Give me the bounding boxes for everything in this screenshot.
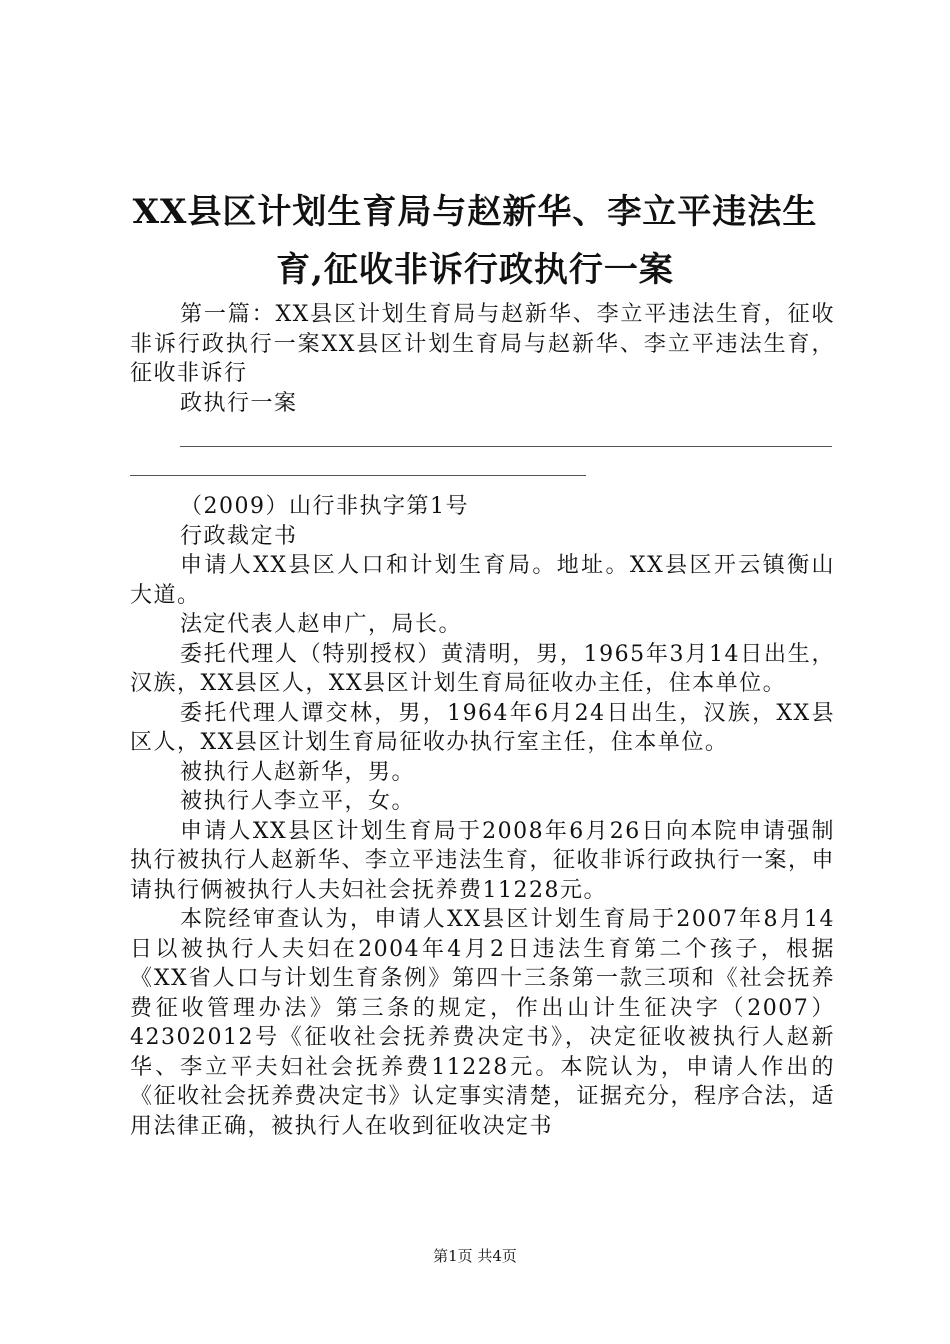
separator-line <box>180 446 832 447</box>
court-review-paragraph: 本院经审查认为，申请人XX县区计划生育局于2007年8月14日以被执行人夫妇在2004年4月2日违法生育第二个孩子，根据《XX省人口与计划生育条例》第四十三条第一款三项和《社会抚养费征收管理办法》第三条的规定，作出山计生征决字（2007）42302012号《征收社会抚养费决定书》，决定征收被执行人赵新华、李立平夫妇社会抚养费11228元。本院认为，申请人作出的《征收社会抚养费决定书》认定事实清楚，证据充分，程序合法，适用法律正确，被执行人在收到征收决定书 <box>130 907 836 1139</box>
agent-paragraph: 委托代理人（特别授权）黄清明，男，1965年3月14日出生，汉族，XX县区人，XX县区计划生育局征收办主任，住本单位。 <box>130 641 835 696</box>
document-type: 行政裁定书 <box>180 523 298 549</box>
case-number: （2009）山行非执字第1号 <box>180 494 469 519</box>
applicant-paragraph: 申请人XX县区人口和计划生育局。地址。XX县区开云镇衡山大道。 <box>130 553 835 608</box>
document-title-line-1: XX县区计划生育局与赵新华、李立平违法生 <box>132 192 818 232</box>
intro-paragraph-continued: 政执行一案 <box>180 390 298 416</box>
page-footer: 第1页 共4页 <box>433 1247 517 1265</box>
respondent-paragraph: 被执行人李立平，女。 <box>180 789 416 814</box>
document-title-line-2: 育,征收非诉行政执行一案 <box>276 250 674 290</box>
separator-line <box>130 475 586 476</box>
intro-paragraph: 第一篇：XX县区计划生育局与赵新华、李立平违法生育，征收非诉行政执行一案XX县区计划生育局与赵新华、李立平违法生育，征收非诉行 <box>130 302 835 386</box>
respondent-paragraph: 被执行人赵新华，男。 <box>180 759 416 785</box>
application-paragraph: 申请人XX县区计划生育局于2008年6月26日向本院申请强制执行被执行人赵新华、李立平违法生育，征收非诉行政执行一案，申请执行俩被执行人夫妇社会抚养费11228元。 <box>130 818 836 903</box>
agent-paragraph: 委托代理人谭交林，男，1964年6月24日出生，汉族，XX县区人，XX县区计划生育局征收办执行室主任，住本单位。 <box>130 700 835 755</box>
document-body <box>130 300 835 1141</box>
legal-representative-paragraph: 法定代表人赵申广，局长。 <box>180 612 463 637</box>
